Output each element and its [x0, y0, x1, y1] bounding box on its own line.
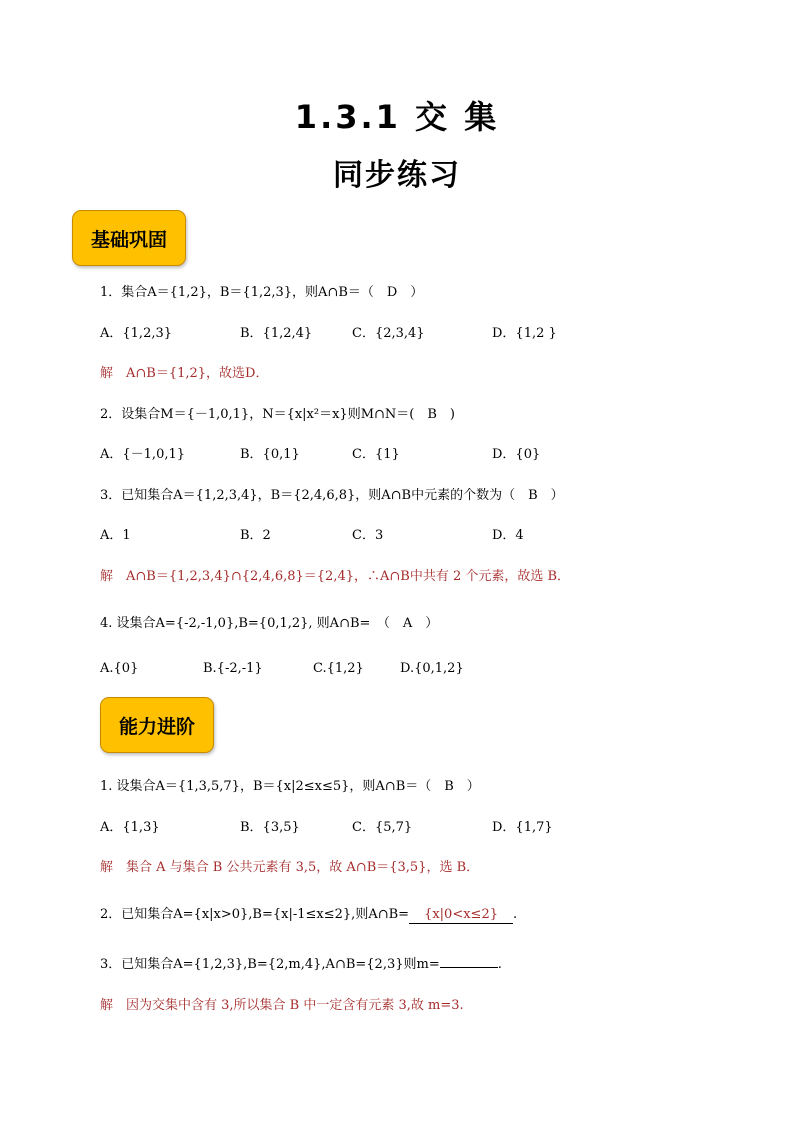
question-2-1-option-d: D．{1,7}	[492, 820, 553, 835]
question-1-4-stem: 4. 设集合A={-2,-1,0},B={0,1,2}, 则A∩B= （ A ）	[100, 616, 439, 631]
question-1-3-option-b: B．2	[240, 528, 271, 543]
question-2-2-end: .	[513, 907, 518, 922]
section-badge-basic: 基础巩固	[72, 210, 186, 266]
question-2-3-answer-blank	[440, 953, 498, 968]
question-1-3-option-d: D．4	[492, 528, 524, 543]
question-1-4-option-d: D.{0,1,2}	[400, 661, 464, 676]
document-title: 1.3.1 交 集	[294, 98, 500, 136]
question-1-1-solution: 解 A∩B＝{1,2}，故选D．	[100, 366, 269, 381]
question-1-2-option-d: D．{0}	[492, 447, 541, 462]
question-2-1-option-c: C．{5,7}	[352, 820, 413, 835]
question-2-2-stem: 2．已知集合A={x|x>0},B={x|-1≤x≤2},则A∩B=	[100, 907, 410, 922]
question-1-3-stem: 3．已知集合A＝{1,2,3,4}，B＝{2,4,6,8}，则A∩B中元素的个数为（ B ）	[100, 488, 564, 503]
question-2-2-answer: {x|0<x≤2}	[424, 907, 498, 922]
question-1-1-option-c: C．{2,3,4}	[352, 326, 425, 341]
question-1-2-stem: 2．设集合M＝{－1,0,1}，N＝{x|x²＝x}则M∩N＝( B )	[100, 407, 455, 422]
document-subtitle: 同步练习	[333, 158, 461, 193]
question-2-1-stem: 1. 设集合A＝{1,3,5,7}，B＝{x|2≤x≤5}，则A∩B＝（ B ）	[100, 779, 480, 794]
question-1-2-option-c: C．{1}	[352, 447, 400, 462]
question-2-3-stem: 3．已知集合A={1,2,3},B={2,m,4},A∩B={2,3}则m=	[100, 957, 440, 972]
question-1-3-option-a: A．1	[100, 528, 131, 543]
question-1-1-option-d: D．{1,2 }	[492, 326, 557, 341]
question-1-2-option-b: B．{0,1}	[240, 447, 300, 462]
question-1-2-option-a: A．{－1,0,1}	[100, 447, 186, 462]
section-badge-advanced: 能力进阶	[100, 697, 214, 753]
question-1-4-option-a: A.{0}	[100, 661, 139, 676]
question-2-1-option-a: A．{1,3}	[100, 820, 160, 835]
question-2-2-answer-blank	[409, 907, 513, 924]
question-2-2	[100, 907, 517, 924]
question-2-3	[100, 953, 502, 973]
question-2-1-solution: 解 集合 A 与集合 B 公共元素有 3,5，故 A∩B＝{3,5}，选 B．	[100, 860, 480, 875]
question-1-1-stem: 1．集合A＝{1,2}，B＝{1,2,3}，则A∩B＝（ D ）	[100, 285, 424, 300]
question-1-4-option-b: B.{-2,-1}	[203, 661, 263, 676]
question-2-3-solution: 解 因为交集中含有 3,所以集合 B 中一定含有元素 3,故 m=3.	[100, 998, 464, 1013]
question-1-3-solution: 解 A∩B＝{1,2,3,4}∩{2,4,6,8}＝{2,4}，∴A∩B中共有 2 个元素，故选 B．	[100, 569, 571, 584]
question-1-1-option-a: A．{1,2,3}	[100, 326, 173, 341]
question-1-1-option-b: B．{1,2,4}	[240, 326, 313, 341]
question-2-1-option-b: B．{3,5}	[240, 820, 300, 835]
question-1-4-option-c: C.{1,2}	[313, 661, 364, 676]
question-2-3-end: .	[497, 957, 502, 972]
question-1-3-option-c: C．3	[352, 528, 384, 543]
